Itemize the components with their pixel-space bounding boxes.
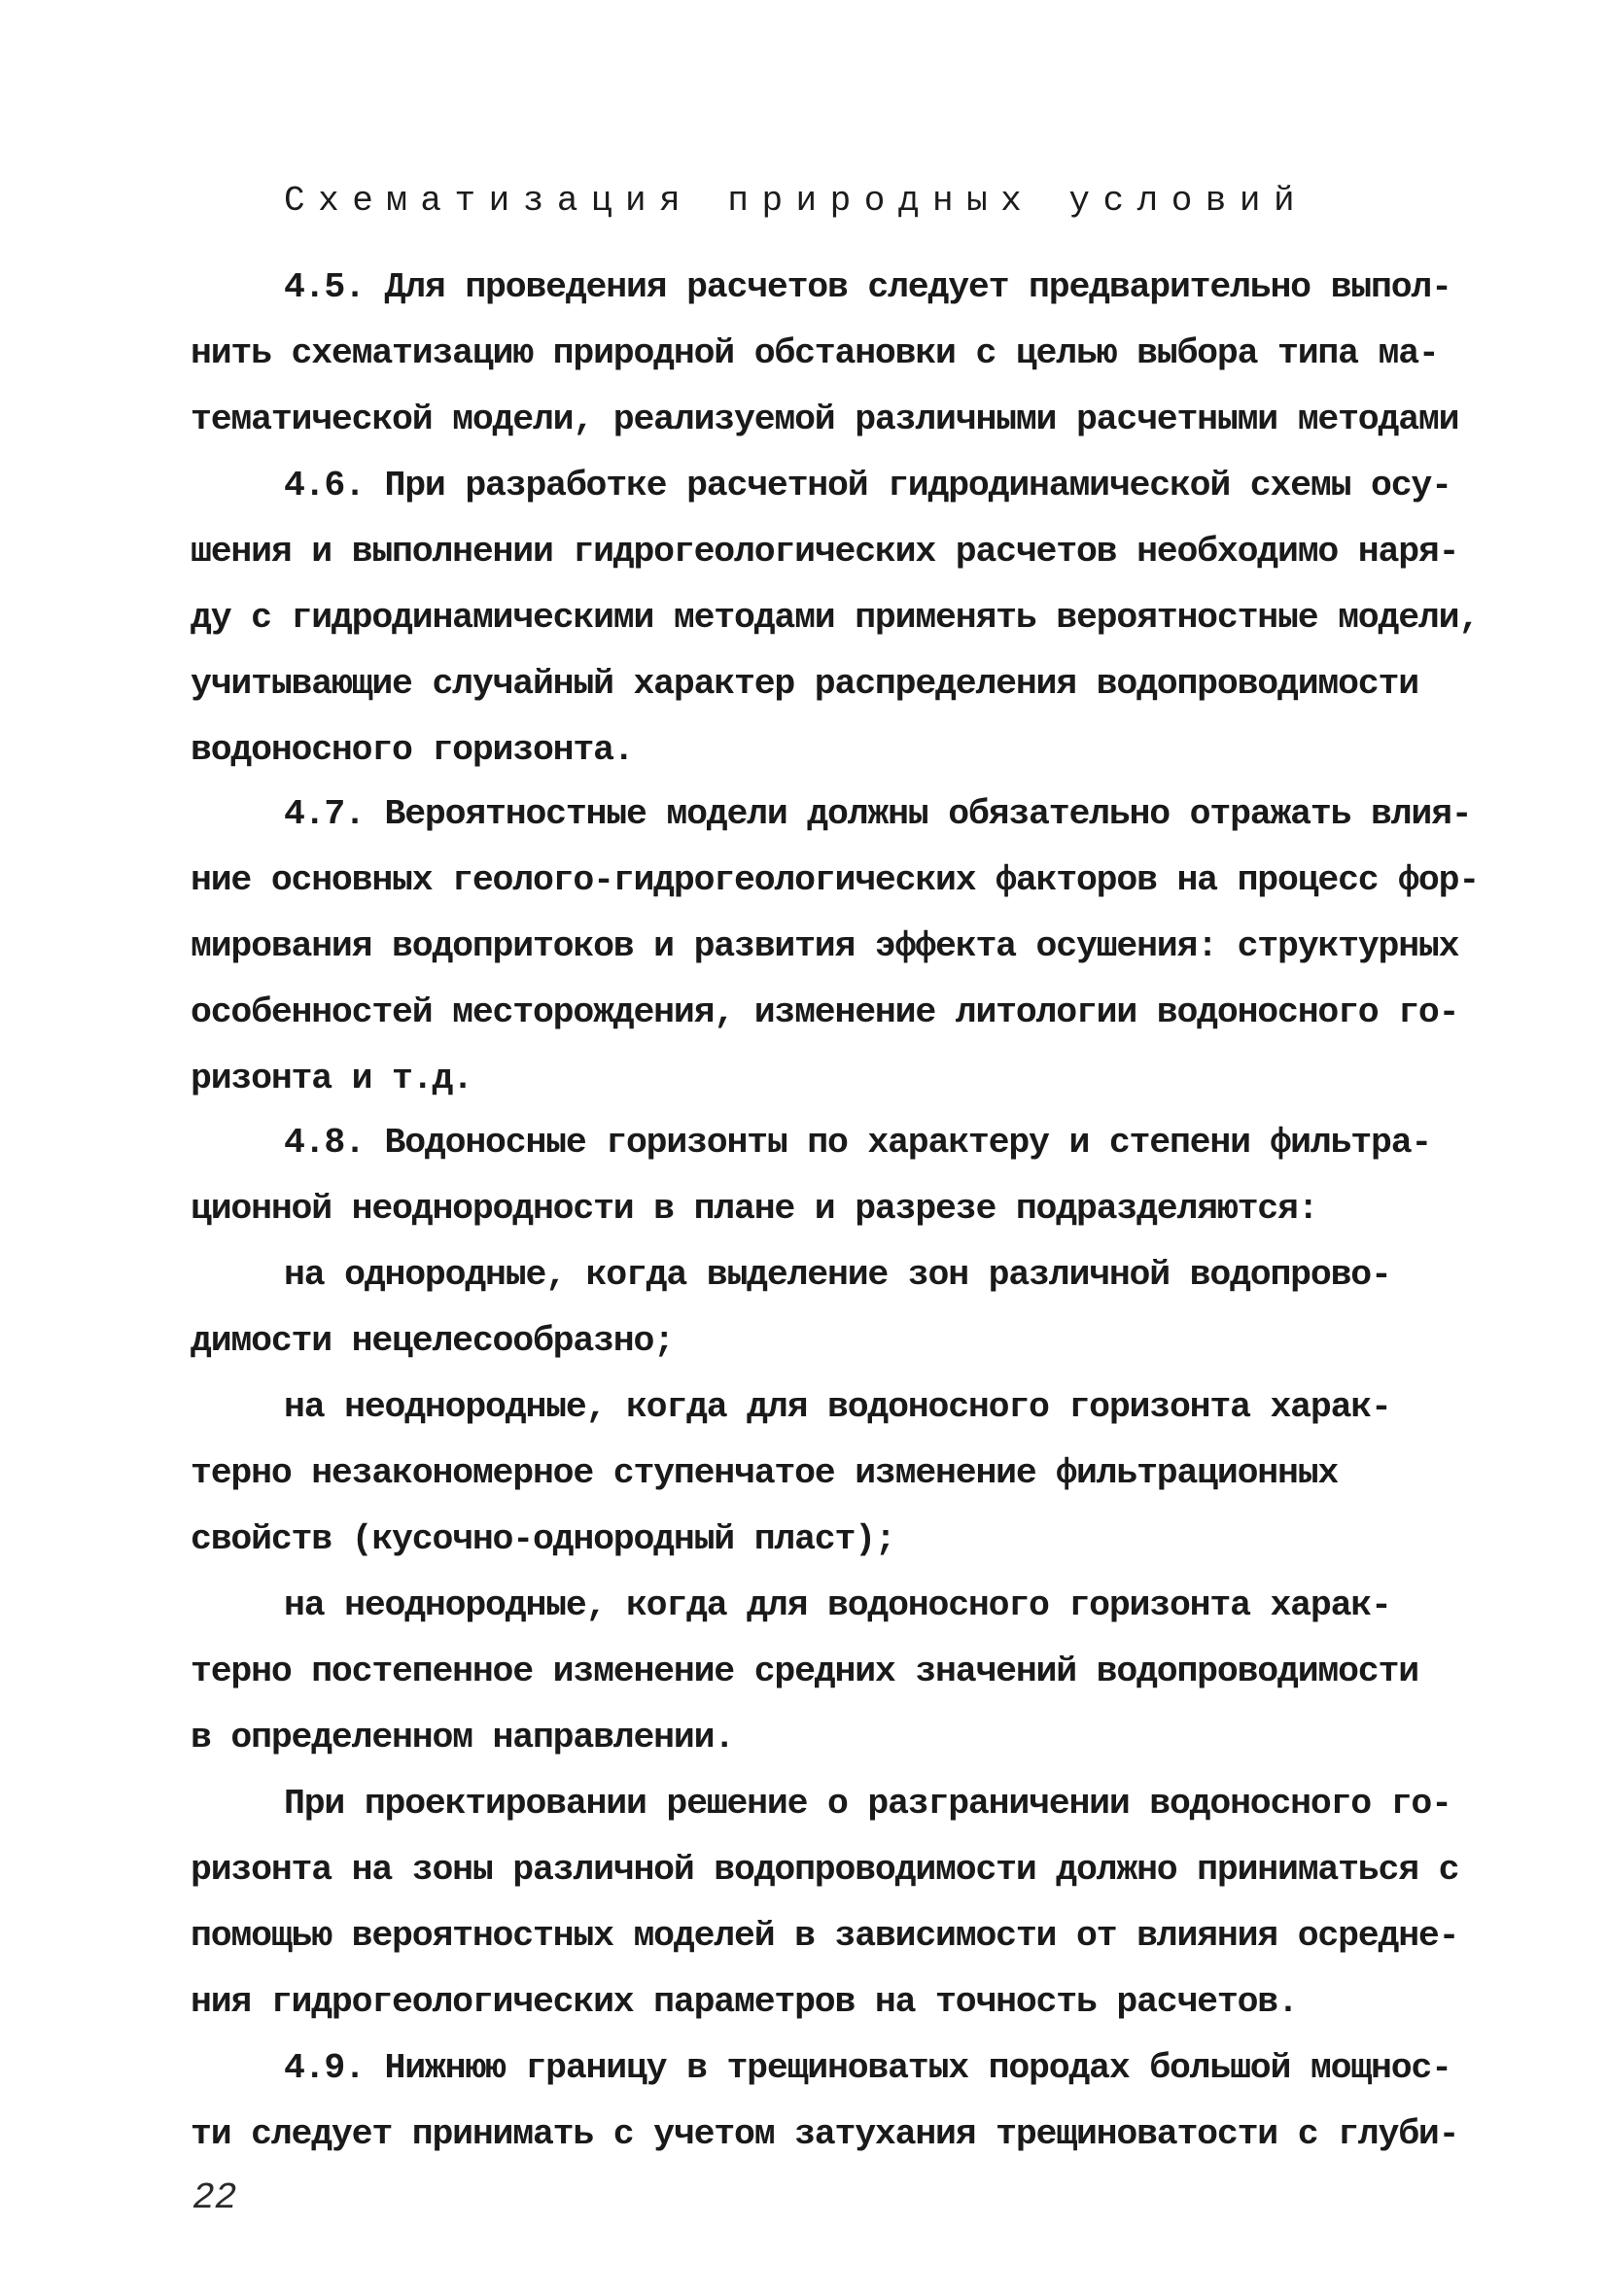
text-line: нить схематизацию природной обстановки с целью выбора типа ма- bbox=[191, 333, 1439, 373]
text-line: водоносного горизонта. bbox=[191, 730, 634, 770]
text-line: ризонта и т.д. bbox=[191, 1059, 472, 1098]
text-line: 4.6. При разработке расчетной гидродинамической схемы осу- bbox=[284, 466, 1451, 505]
text-line: в определенном направлении. bbox=[191, 1718, 734, 1757]
text-line: тематической модели, реализуемой различными расчетными методами bbox=[191, 400, 1459, 439]
text-line: на однородные, когда выделение зон различной водопрово- bbox=[284, 1255, 1391, 1295]
text-line: свойств (кусочно-однородный пласт); bbox=[191, 1519, 895, 1559]
text-line: ти следует принимать с учетом затухания трещиноватости с глуби- bbox=[191, 2114, 1459, 2154]
text-line: учитывающие случайный характер распределения водопроводимости bbox=[191, 664, 1418, 704]
text-line: димости нецелесообразно; bbox=[191, 1321, 674, 1361]
text-line: ние основных геолого-гидрогеологических факторов на процесс фор- bbox=[191, 860, 1480, 900]
page-number: 22 bbox=[192, 2177, 237, 2219]
section-title: Схематизация природных условий bbox=[284, 181, 1309, 221]
text-line: на неоднородные, когда для водоносного горизонта харак- bbox=[284, 1387, 1391, 1427]
text-line: При проектировании решение о разграничении водоносного го- bbox=[284, 1784, 1451, 1824]
text-line: ризонта на зоны различной водопроводимости должно приниматься с bbox=[191, 1850, 1459, 1890]
text-line: шения и выполнении гидрогеологических расчетов необходимо наря- bbox=[191, 532, 1459, 572]
text-line: помощью вероятностных моделей в зависимости от влияния осредне- bbox=[191, 1916, 1459, 1956]
text-line: на неоднородные, когда для водоносного горизонта харак- bbox=[284, 1585, 1391, 1625]
text-line: 4.8. Водоносные горизонты по характеру и степени фильтра- bbox=[284, 1123, 1432, 1163]
text-line: терно незакономерное ступенчатое изменение фильтрационных bbox=[191, 1453, 1339, 1493]
text-line: ционной неоднородности в плане и разрезе подразделяются: bbox=[191, 1189, 1318, 1229]
text-line: 4.5. Для проведения расчетов следует предварительно выпол- bbox=[284, 267, 1451, 307]
text-line: терно постепенное изменение средних значений водопроводимости bbox=[191, 1652, 1418, 1691]
text-line: 4.7. Вероятностные модели должны обязательно отражать влия- bbox=[284, 794, 1472, 834]
text-line: особенностей месторождения, изменение литологии водоносного го- bbox=[191, 992, 1459, 1032]
text-line: 4.9. Нижнюю границу в трещиноватых породах большой мощнос- bbox=[284, 2048, 1451, 2088]
text-line: мирования водопритоков и развития эффекта осушения: структурных bbox=[191, 926, 1459, 966]
text-line: ду с гидродинамическими методами применять вероятностные модели, bbox=[191, 598, 1480, 638]
text-line: ния гидрогеологических параметров на точность расчетов. bbox=[191, 1982, 1298, 2022]
